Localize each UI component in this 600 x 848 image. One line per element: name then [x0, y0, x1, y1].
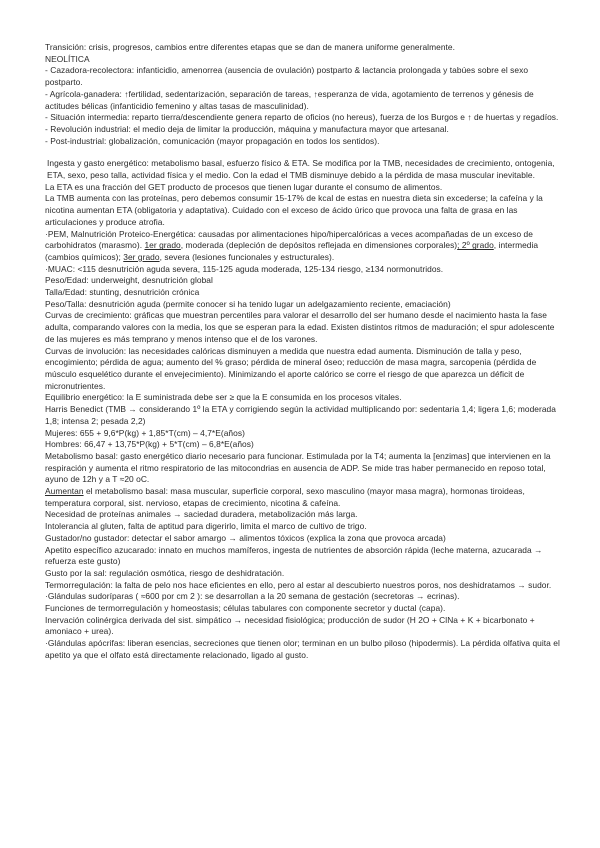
paragraph: Curvas de crecimiento: gráficas que muestran percentiles para valorar el desarrollo del ser humano desde el nacimiento hasta la fase adulta, comparando valores con la media, los que se esperan para la edad. Existen distintos ritmos de maduración; el spur adolescente de las mujeres es más temprano y menos intenso que el de los varones. — [45, 310, 555, 344]
paragraph: Equilibrio energético: la E suministrada debe ser ≥ que la E consumida en los procesos vitales. — [45, 392, 402, 403]
paragraph: Harris Benedict (TMB → considerando 1º la ETA y corrigiendo según la actividad multiplicando por: sedentaria 1,4; ligera 1,6; moderada 1,8; intensa 2; pesada 2,2) — [45, 404, 556, 426]
pem-text: , moderada (depleción de depósitos reflejada en dimensiones corporales) — [180, 240, 458, 251]
paragraph: - Situación intermedia: reparto tierra/descendiente genera reparto de oficios (no hereus), fuerza de los Burgos e ↑ de huertas y regadíos. — [45, 112, 559, 123]
paragraph: Funciones de termorregulación y homeostasis; células tabulares con componente secretor y ductal (capa). — [45, 603, 446, 614]
spacer — [45, 147, 565, 158]
paragraph: Gusto por la sal: regulación osmótica, riesgo de deshidratación. — [45, 567, 285, 578]
paragraph: Peso/Talla: desnutrición aguda (permite conocer si ha tenido lugar un adelgazamiento reciente, emaciación) — [45, 298, 451, 309]
formula-men: Hombres: 66,47 + 13,75*P(kg) + 5*T(cm) – 6,8*E(años) — [45, 439, 254, 450]
paragraph: Talla/Edad: stunting, desnutrición crónica — [45, 287, 200, 298]
heading-neolitica: NEOLÍTICA — [45, 53, 90, 64]
paragraph: Curvas de involución: las necesidades calóricas disminuyen a medida que nuestra edad aumenta. Disminución de talla y peso, encogimiento; pérdida de agua; aumento del % graso; pérdida de mineral óseo; reducción de masa magra, sarcopenia (pérdida de músculo esquelético durante el envejecimiento). Minimizando el aporte calórico se corre el riesgo de que aparezca un déficit de micronutrientes. — [45, 345, 537, 391]
paragraph: Termorregulación: la falta de pelo nos hace eficientes en ello, pero al estar al descubierto nuestros poros, nos deshidratamos → sudor. — [45, 579, 552, 590]
paragraph: ·Glándulas sudoríparas ( ≈600 por cm 2 ): se desarrollan a la 20 semana de gestación (secretoras → ecrinas). — [45, 591, 460, 602]
pem-text: , severa (lesiones funcionales y estructurales). — [159, 251, 335, 262]
section-energy — [45, 158, 565, 661]
pem-grade-2: ; 2º grado — [457, 240, 494, 251]
section-transition — [45, 42, 565, 147]
paragraph: - Post-industrial: globalización, comunicación (mayor propagación en todos los sentidos). — [45, 135, 380, 146]
paragraph: Intolerancia al gluten, falta de aptitud para digerirlo, limita el marco de cultivo de trigo. — [45, 521, 367, 532]
paragraph: Transición: crisis, progresos, cambios entre diferentes etapas que se dan de manera uniforme generalmente. — [45, 42, 455, 52]
paragraph: ·MUAC: <115 desnutrición aguda severa, 115-125 aguda moderada, 125-134 riesgo, ≥134 normonutridos. — [45, 263, 444, 274]
document-page — [45, 42, 565, 662]
paragraph: Gustador/no gustador: detectar el sabor amargo → alimentos tóxicos (explica la zona que provoca arcada) — [45, 532, 446, 543]
paragraph: La ETA es una fracción del GET producto de procesos que tienen lugar durante el consumo de alimentos. — [45, 181, 443, 192]
paragraph: La TMB aumenta con las proteínas, pero debemos consumir 15-17% de kcal de estas en nuestra dieta sin excederse; la cafeína y la nicotina aumentan ETA (obligatoria y adaptativa). Cuidado con el exceso de ácido úrico que provoca una falta de grasa en las articulaciones y produce atrofia. — [45, 193, 543, 227]
pem-grade-1: 1er grado — [144, 240, 181, 251]
underlined-word: Aumentan — [45, 486, 84, 497]
paragraph: Peso/Edad: underweight, desnutrición global — [45, 275, 213, 286]
pem-grade-3: 3er grado — [123, 251, 160, 262]
pem-text: ·PEM, Malnutrición Proteico-Energética: causadas por alimentaciones hipo/hipercalóricas a veces acompañadas de un exceso de carbohidratos (marasmo). — [45, 228, 533, 251]
paragraph: - Revolución industrial: el medio deja de limitar la producción, máquina y manufactura mayor que artesanal. — [45, 123, 449, 134]
paragraph: Ingesta y gasto energético: metabolismo basal, esfuerzo físico & ETA. Se modifica por la TMB, necesidades de crecimiento, ontogenia, ETA, sexo, peso talla, actividad física y el medio. Con la edad el TMB disminuye debido a la pérdida de masa muscular inevitable. — [47, 158, 555, 181]
paragraph: Necesidad de proteínas animales → saciedad duradera, metabolización más larga. — [45, 509, 358, 520]
paragraph: Inervación colinérgica derivada del sist. simpático → necesidad fisiológica; producción de sudor (H 2O + ClNa + K + bicarbonato + amoniaco + urea). — [45, 614, 535, 637]
formula-women: Mujeres: 655 + 9,6*P(kg) + 1,85*T(cm) – 4,7*E(años) — [45, 427, 245, 438]
pem-text: , intermedia (cambios químicos); — [45, 240, 539, 262]
paragraph: Metabolismo basal: gasto energético diario necesario para funcionar. Estimulada por la T4; aumenta la [enzimas] que intervienen en la respiración y aumenta el ritmo respiratorio de las mitocondrias en ausencia de ADP. Se mide tras haber permanecido en reposo total, ayuno de 12h y a T ≈20 oC. — [45, 450, 551, 485]
paragraph: ·Glándulas apócrifas: liberan esencias, secreciones que tienen olor; terminan en un bulbo piloso (hipodermis). La pérdida olfativa quita el apetito ya que el olfato está directamente relacionado, ligado al gusto. — [45, 638, 560, 660]
paragraph: - Cazadora-recolectora: infanticidio, amenorrea (ausencia de ovulación) postparto & lactancia prolongada y tabúes sobre el sexo postparto. — [45, 65, 529, 88]
paragraph-pem — [45, 229, 565, 264]
paragraph: Apetito específico azucarado: innato en muchos mamíferos, ingesta de nutrientes de absorción rápida (leche materna, azucarada → refuerza este gusto) — [45, 544, 543, 567]
paragraph-increase — [45, 486, 565, 509]
paragraph: - Agrícola-ganadera: ↑fertilidad, sedentarización, separación de tareas, ↑esperanza de vida, agotamiento de terrenos y génesis de actitudes bélicas (infanticidio femenino y altas tasas de masculinidad). — [45, 88, 534, 111]
paragraph-text: el metabolismo basal: masa muscular, superficie corporal, sexo masculino (mayor masa magra), hormonas tiroideas, temperatura corporal, sist. nervioso, etapas de crecimiento, nicotina & cafeína. — [45, 486, 525, 508]
